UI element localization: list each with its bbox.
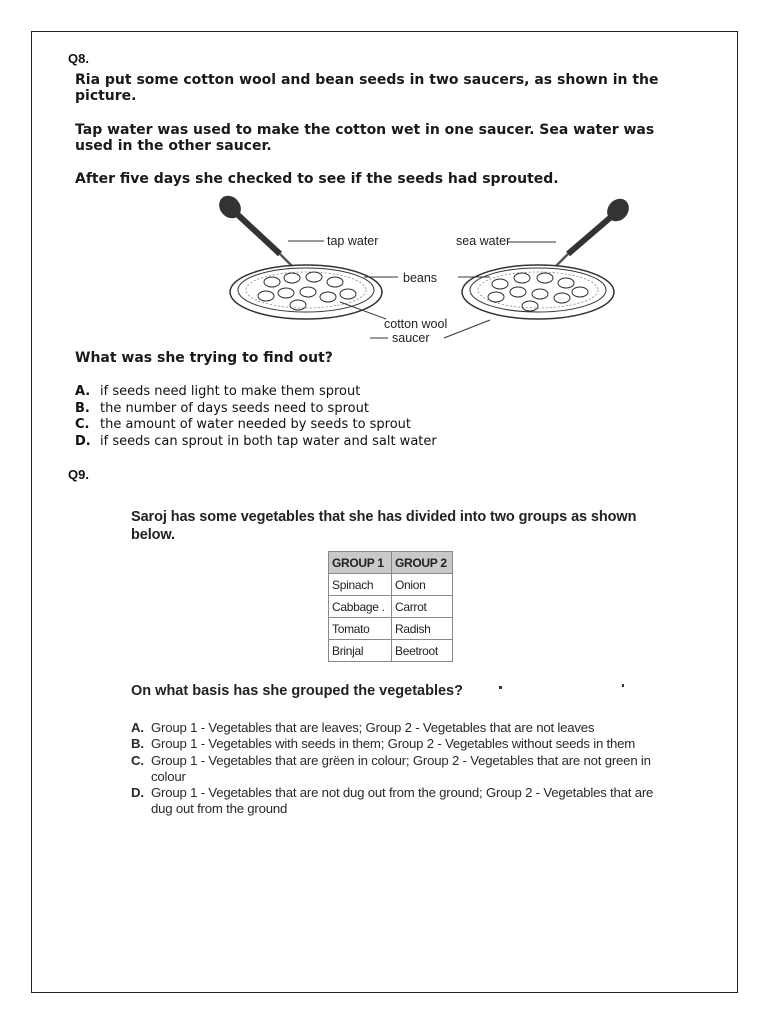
q8-question: What was she trying to find out?	[75, 350, 333, 366]
q9-number: Q9.	[68, 467, 89, 482]
q8-stem-3	[75, 171, 675, 187]
q9-options	[131, 720, 671, 818]
q8-option-d: D. if seeds can sprout in both tap water and salt water	[75, 433, 437, 449]
q8-stem	[75, 72, 675, 104]
table-header: GROUP 1	[329, 552, 392, 574]
q8-option-a: A. if seeds need light to make them sprout	[75, 384, 361, 399]
table-cell: Spinach	[329, 574, 392, 596]
table-row	[329, 640, 453, 662]
q9-option-d: D. Group 1 - Vegetables that are not dug out from the ground; Group 2 - Vegetables that are dug out from the ground	[131, 785, 654, 817]
left-saucer	[230, 265, 382, 319]
left-dropper-icon	[215, 192, 292, 266]
table-header: GROUP 2	[392, 552, 453, 574]
q9-option-b: B. Group 1 - Vegetables with seeds in them; Group 2 - Vegetables without seeds in them	[131, 736, 636, 752]
q8-number: Q8.	[68, 51, 89, 66]
label-cotton-wool: cotton wool	[384, 317, 448, 331]
q9-question: On what basis has she grouped the vegetables?	[131, 683, 463, 699]
q8-options	[75, 384, 595, 450]
q9-option-c: C. Group 1 - Vegetables that are grëen in colour; Group 2 - Vegetables that are not green in colour	[131, 752, 651, 784]
table-cell: Brinjal	[329, 640, 392, 662]
q8-paragraph-3: After five days she checked to see if the seeds had sprouted.	[75, 171, 559, 187]
q8-option-c: C. the amount of water needed by seeds to sprout	[75, 417, 412, 432]
table-header-row	[329, 552, 453, 574]
scan-speck	[622, 684, 624, 687]
table-cell: Carrot	[392, 596, 453, 618]
q9-stem: Saroj has some vegetables that she has divided into two groups as shown below.	[131, 509, 637, 543]
table-cell: Cabbage .	[329, 596, 392, 618]
label-saucer: saucer	[392, 331, 430, 345]
label-sea-water: sea water	[456, 234, 511, 248]
scan-speck	[499, 686, 502, 689]
q8-paragraph-1: Ria put some cotton wool and bean seeds in two saucers, as shown in the picture.	[75, 72, 659, 104]
q8-stem-2	[75, 122, 675, 154]
right-dropper-icon	[556, 194, 633, 266]
q8-option-b: B. the number of days seeds need to sprout	[75, 400, 369, 416]
table-row	[329, 618, 453, 640]
saucer-experiment-figure	[200, 192, 650, 347]
table-row	[329, 574, 453, 596]
table-cell: Onion	[392, 574, 453, 596]
q9-option-a: A. Group 1 - Vegetables that are leaves; Group 2 - Vegetables that are not leaves	[131, 720, 595, 735]
table-cell: Radish	[392, 618, 453, 640]
q8-paragraph-2: Tap water was used to make the cotton wet in one saucer. Sea water was used in the other saucer.	[75, 122, 655, 154]
vegetable-groups-table	[328, 551, 453, 662]
table-cell: Tomato	[329, 618, 392, 640]
label-tap-water: tap water	[327, 234, 379, 248]
right-saucer	[462, 265, 614, 319]
table-cell: Beetroot	[392, 640, 453, 662]
table-row	[329, 596, 453, 618]
label-beans: beans	[403, 271, 438, 285]
